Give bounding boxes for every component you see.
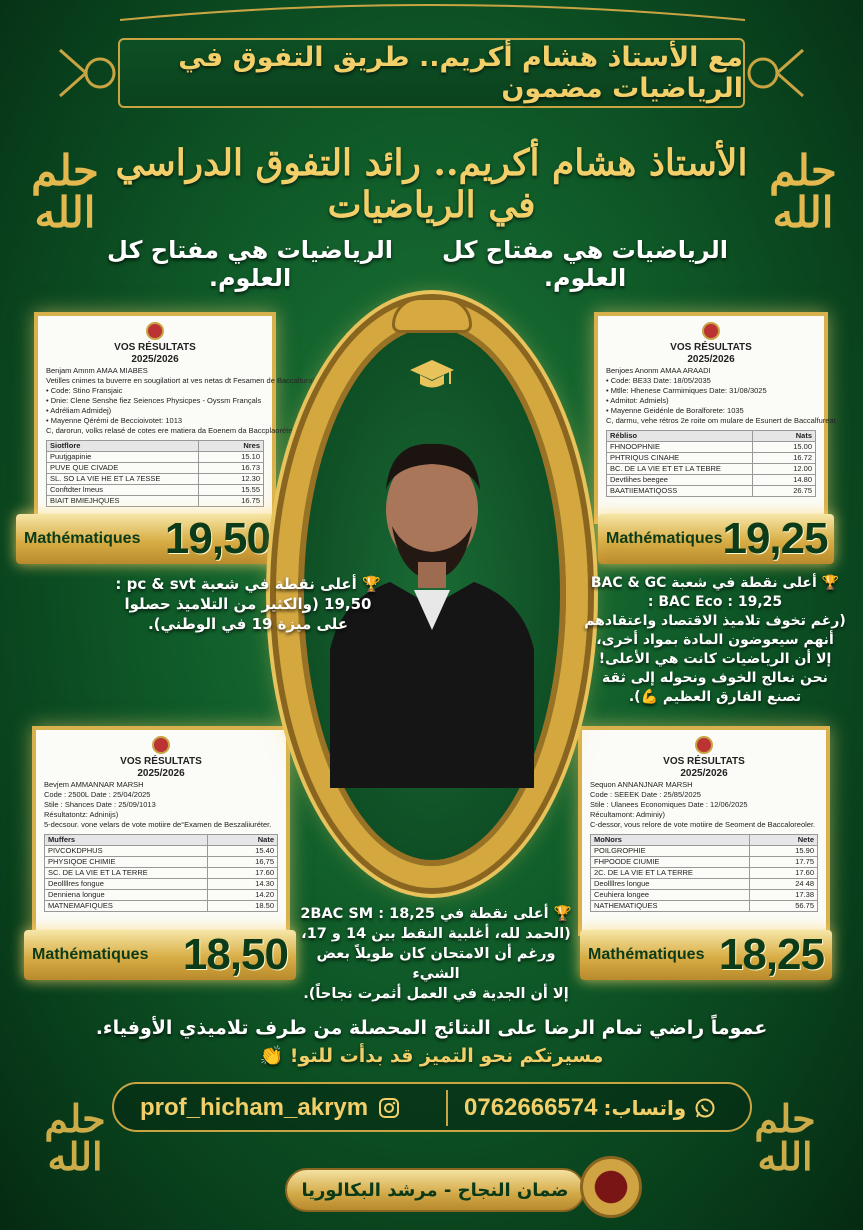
- card-line: Benjam Amnm AMAA MIABES: [46, 366, 148, 375]
- table-row: PHYSIQOE CHIMIE 16,75: [45, 857, 278, 868]
- card-line: Récultamont: Adminiy): [590, 810, 666, 819]
- card-year: 2025/2026: [137, 768, 185, 779]
- table-header: Nate: [208, 835, 278, 846]
- card-line: • Mayenne Qérémi de Beccioivotet: 1013: [46, 416, 183, 425]
- table-row: SL. SO LA VIE HE ET LA 7ESSE 12.30: [47, 474, 264, 485]
- instagram-icon: [378, 1097, 400, 1119]
- card-line: Vetilles cnimes ta buverre en sougilatiort at ves netas dt Fesamen de Baccalturalé-: [46, 376, 321, 385]
- table-row: PHTRIQUS CINAHE 16.72: [607, 453, 816, 464]
- note-top-right: [580, 574, 850, 707]
- card-line: Résultatontz: Adninijs): [44, 810, 119, 819]
- trophy-icon-line: 🏆 أعلى نقطة في 2BAC SM : 18,25: [300, 906, 572, 922]
- card-line: • Dnie: Clene Senshe fiez Seiences Physicpes - Oyssm Françals: [46, 396, 262, 405]
- table-header: Muffers: [45, 835, 208, 846]
- card-line: • Adréliam Admidej): [46, 406, 112, 415]
- grades-table: [606, 430, 816, 497]
- table-row: Conftdter lmeus 15.55: [47, 485, 264, 496]
- card-line: Code : 2500L Date : 25/04/2025: [44, 790, 151, 799]
- trophy-icon-line: 🏆 أعلى نقطة في شعبة BAC & GC: [590, 575, 840, 591]
- table-row: Ceuhiera longee 17.38: [591, 890, 818, 901]
- graduation-cap-icon: [408, 356, 456, 396]
- result-card-1: [34, 312, 321, 524]
- card-line: Stile : Ulanees Economiques Date : 12/06/2025: [590, 800, 748, 809]
- footer-line-2: مسيرتكم نحو التميز قد بدأت للتو! 👏: [259, 1045, 604, 1067]
- card-title: VOS RÉSULTATS: [114, 342, 196, 353]
- table-row: 2C. DE LA VIE ET LA TERRE 17.60: [591, 868, 818, 879]
- instagram-handle-group[interactable]: [140, 1088, 430, 1128]
- table-header: Siotflore: [47, 441, 199, 452]
- table-header: Nres: [198, 441, 263, 452]
- main-title: الأستاذ هشام أكريم.. رائد التفوق الدراسي في الرياضيات: [115, 142, 748, 226]
- note-line: إلا أن الجدية في العمل أثمرت نجاحاً).: [303, 986, 569, 1002]
- note-line: على ميزة 19 في الوطني).: [147, 615, 349, 633]
- table-row: PUVE QUE CIVADE 16.73: [47, 463, 264, 474]
- note-line: ورغم أن الامتحان كان طويلاً بعض الشيء: [316, 946, 556, 982]
- calligraphy-bottom-left: [20, 1096, 130, 1179]
- table-header: Rébliso: [607, 431, 753, 442]
- slogan-right: الرياضيات هي مفتاح كل العلوم.: [442, 236, 728, 292]
- table-row: Puutjgapinie 15.10: [47, 452, 264, 463]
- whatsapp-group[interactable]: [464, 1088, 754, 1128]
- card-line: • Code: BE33 Date: 18/05/2035: [606, 376, 711, 385]
- note-line: نحن نعالج الخوف ونحوله إلى ثقة: [602, 670, 828, 686]
- guarantee-text: ضمان النجاح - مرشد البكالوريا: [301, 1179, 569, 1201]
- score-value: 18,25: [718, 930, 824, 979]
- table-row: MATNEMAFIQUES 18.50: [45, 901, 278, 912]
- score-banner-4: [580, 930, 832, 980]
- result-card-2: [594, 312, 838, 524]
- score-value: 19,25: [722, 514, 828, 563]
- calligraphy-right-text: حلم الله: [769, 146, 837, 237]
- whatsapp-number[interactable]: 0762666574: [464, 1094, 598, 1121]
- table-row: POILGROPHIE 15.90: [591, 846, 818, 857]
- moroccan-emblem-icon: [702, 322, 720, 340]
- instagram-handle[interactable]: prof_hicham_akrym: [140, 1094, 369, 1121]
- table-row: BAATIIEMATIQOSS 26.75: [607, 486, 816, 497]
- subject-label: Mathématiques: [24, 530, 141, 547]
- header-banner: [118, 38, 745, 108]
- subject-label: Mathématiques: [32, 946, 149, 963]
- card-line: • Admitot: Admiels): [606, 396, 669, 405]
- table-row: Deollllres fongue 14.30: [45, 879, 278, 890]
- footer-line-1: عموماً راضي تمام الرضا على النتائج المحصلة من طرف تلاميذي الأوفياء.: [95, 1017, 768, 1039]
- card-line: C, darmu, vehe rétros 2e roite om mulare de Esunert de Baccalfureat.: [606, 416, 838, 425]
- card-line: Code : SEEEK Date : 25/85/2025: [590, 790, 701, 799]
- note-center: [296, 904, 576, 1004]
- note-line: 19,50 (والكثير من التلاميذ حصلوا: [124, 595, 372, 613]
- moroccan-emblem-icon: [146, 322, 164, 340]
- card-line: Benjoes Anonm AMAA ARAADI: [606, 366, 711, 375]
- subject-label: Mathématiques: [606, 530, 723, 547]
- grades-table: [590, 834, 818, 912]
- note-line: (رغم تخوف تلاميذ الاقتصاد واعتقادهم: [584, 613, 846, 629]
- calligraphy-text: حلم الله: [44, 1096, 106, 1179]
- calligraphy-text: حلم الله: [754, 1096, 816, 1179]
- calligraphy-bottom-right: [730, 1096, 840, 1179]
- card-title: VOS RÉSULTATS: [663, 756, 745, 767]
- card-line: Bevjem AMMANNAR MARSH: [44, 780, 144, 789]
- card-line: • Mayenne Geidénle de Boralforete: 1035: [606, 406, 744, 415]
- card-year: 2025/2026: [131, 354, 179, 365]
- header-subtitle: مع الأستاذ هشام أكريم.. طريق التفوق في الرياضيات مضمون: [178, 42, 743, 104]
- note-line: تصنع الفارق العظيم 💪).: [628, 689, 802, 705]
- card-line: • Code: Stino Fransjaic: [46, 386, 123, 395]
- score-value: 19,50: [164, 514, 270, 563]
- table-header: MoNors: [591, 835, 750, 846]
- table-row: PIVCOKDPHUS 15.40: [45, 846, 278, 857]
- guarantee-pill: [285, 1168, 585, 1212]
- table-row: FHNOOPHNIE 15.00: [607, 442, 816, 453]
- table-row: NATHEMATIQUES 56.75: [591, 901, 818, 912]
- grades-table: [46, 440, 264, 507]
- note-line: أنهم سيعوضون المادة بمواد أخرى،: [596, 632, 834, 648]
- card-year: 2025/2026: [687, 354, 735, 365]
- card-year: 2025/2026: [680, 768, 728, 779]
- card-line: 5-decsour. vone velars de vote motiire de°Examen de Beszaliiuréter.: [44, 820, 272, 829]
- result-card-3: [32, 726, 290, 936]
- grades-table: [44, 834, 278, 912]
- note-line: 19,25 : BAC Eco :: [647, 594, 783, 610]
- table-header: Nete: [749, 835, 817, 846]
- score-banner-3: [24, 930, 296, 980]
- score-banner-2: [598, 514, 834, 564]
- table-row: SC. DE LA VIE ET LA TERRE 17.60: [45, 868, 278, 879]
- whatsapp-label: واتساب:: [603, 1096, 687, 1120]
- trophy-icon-line: 🏆 أعلى نقطة في شعبة pc & svt :: [115, 575, 381, 593]
- calligraphy-left: [20, 146, 110, 237]
- score-banner-1: [16, 514, 278, 564]
- card-title: VOS RÉSULTATS: [120, 756, 202, 767]
- table-row: Devtlihes beegee 14.80: [607, 475, 816, 486]
- table-row: BIAIT BMIEJHQUES 16.75: [47, 496, 264, 507]
- score-value: 18,50: [182, 930, 288, 979]
- result-card-4: [578, 726, 830, 936]
- calligraphy-right: [758, 146, 848, 237]
- card-line: C, darorun, volks relasé de cotes ere matiera da Eoenem da Baccplaoréte.: [46, 426, 295, 435]
- card-line: Stile : Shances Date : 25/09/1013: [44, 800, 156, 809]
- note-top-left: [108, 574, 388, 634]
- card-line: • Mtlle: Hhenese Carmimiques Date: 31/08/3025: [606, 386, 767, 395]
- table-header: Nats: [753, 431, 816, 442]
- note-line: (الحمد لله، أغلبية النقط بين 14 و 17،: [301, 926, 571, 942]
- card-title: VOS RÉSULTATS: [670, 342, 752, 353]
- whatsapp-icon: [694, 1097, 716, 1119]
- divider: [446, 1090, 448, 1126]
- moroccan-emblem-icon: [152, 736, 170, 754]
- frame-crest: [395, 300, 469, 330]
- note-line: إلا أن الرياضيات كانت هي الأعلى!: [598, 651, 832, 667]
- table-row: FHPOODE CIUMIE 17.75: [591, 857, 818, 868]
- table-row: Denniena longue 14.20: [45, 890, 278, 901]
- card-line: C-dessor, vous relore de vote motiire de Seoment de Baccaloreoler.: [590, 820, 816, 829]
- calligraphy-left-text: حلم الله: [31, 146, 99, 237]
- card-line: Sequon ANNANJNAR MARSH: [590, 780, 693, 789]
- moroccan-emblem-icon: [695, 736, 713, 754]
- subject-label: Mathématiques: [588, 946, 705, 963]
- slogan-left: الرياضيات هي مفتاح كل العلوم.: [107, 236, 393, 292]
- table-row: BC. DE LA VIE ET ET LA TEBRE 12.00: [607, 464, 816, 475]
- table-row: Deollllres longue 24 48: [591, 879, 818, 890]
- moroccan-emblem-icon: [580, 1156, 642, 1218]
